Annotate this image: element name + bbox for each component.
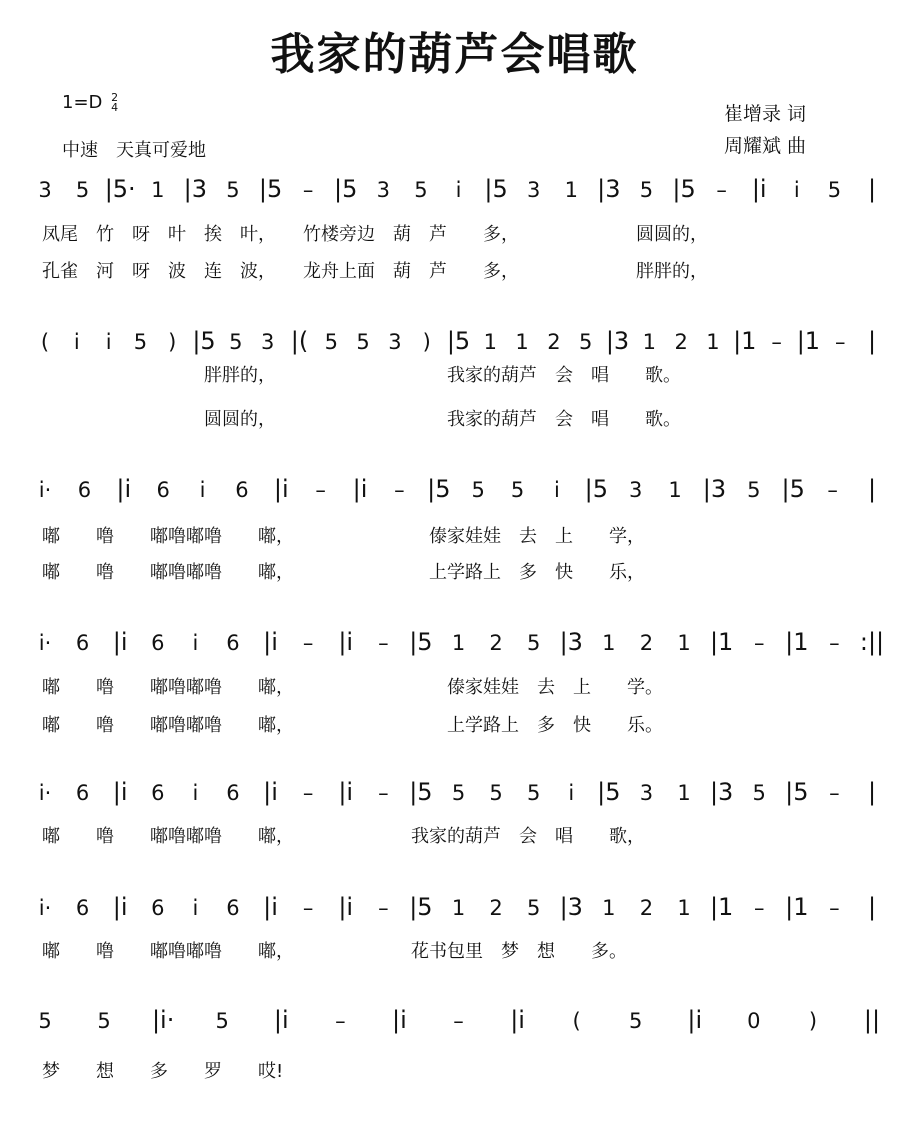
barline: |5 bbox=[258, 175, 283, 203]
barline: |i bbox=[273, 475, 289, 503]
note: i bbox=[192, 896, 199, 920]
barline: |i bbox=[338, 778, 354, 806]
note: 5 bbox=[827, 178, 842, 202]
note: i· bbox=[38, 478, 52, 502]
note: 6 bbox=[226, 781, 240, 805]
note: i bbox=[105, 330, 112, 354]
barline: |5 bbox=[409, 628, 433, 656]
barline: |i bbox=[338, 628, 354, 656]
note: ( bbox=[572, 1009, 581, 1033]
note: 3 bbox=[376, 178, 391, 202]
barline: |1 bbox=[709, 628, 734, 656]
barline: |1 bbox=[796, 327, 821, 355]
note: – bbox=[771, 330, 782, 354]
note: i· bbox=[38, 896, 52, 920]
note: 5 bbox=[526, 631, 541, 655]
note: – bbox=[302, 896, 314, 920]
barline: |5 bbox=[484, 175, 508, 203]
note: 1 bbox=[677, 896, 691, 920]
barline: |3 bbox=[605, 327, 630, 355]
barline: |i bbox=[263, 893, 278, 921]
barline: |1 bbox=[785, 893, 809, 921]
barline: |3 bbox=[702, 475, 727, 503]
note: – bbox=[716, 178, 727, 202]
note: 2 bbox=[489, 896, 503, 920]
barline: |i bbox=[273, 1006, 289, 1034]
note: i· bbox=[38, 631, 52, 655]
barline: |i bbox=[392, 1006, 407, 1034]
barline: |i bbox=[352, 475, 368, 503]
note: 6 bbox=[151, 631, 165, 655]
note: 6 bbox=[151, 896, 165, 920]
note: 3 bbox=[526, 178, 541, 202]
note: 5 bbox=[451, 781, 466, 805]
barline: |i bbox=[112, 628, 128, 656]
tempo-marking: 中速 天真可爱地 bbox=[62, 140, 206, 161]
note: – bbox=[834, 330, 846, 354]
note: – bbox=[829, 631, 840, 655]
note: 0 bbox=[747, 1009, 761, 1033]
note: 1 bbox=[564, 178, 578, 202]
barline: |5 bbox=[672, 175, 696, 203]
note: 5 bbox=[97, 1009, 111, 1033]
note: 2 bbox=[489, 631, 503, 655]
lyric-line: 梦 想 多 罗 哎! bbox=[42, 1061, 284, 1082]
barline: |3 bbox=[559, 628, 583, 656]
note: 6 bbox=[235, 478, 249, 502]
note: – bbox=[394, 478, 405, 502]
barline: || bbox=[863, 1006, 881, 1034]
note: 5 bbox=[414, 178, 428, 202]
barline: |( bbox=[290, 327, 309, 355]
barline: |5 bbox=[785, 778, 809, 806]
time-sig-bottom: 4 bbox=[111, 101, 119, 114]
note: – bbox=[302, 178, 314, 202]
barline: |5· bbox=[104, 175, 136, 203]
note: i bbox=[192, 631, 199, 655]
barline: |3 bbox=[183, 175, 208, 203]
note: – bbox=[829, 781, 840, 805]
key-text: 1=D bbox=[62, 92, 103, 113]
note: 5 bbox=[579, 330, 593, 354]
barline: |1 bbox=[785, 628, 809, 656]
barline: |5 bbox=[409, 893, 433, 921]
note: 5 bbox=[471, 478, 485, 502]
note: ( bbox=[40, 330, 50, 354]
note: 5 bbox=[747, 478, 761, 502]
note: 1 bbox=[642, 330, 657, 354]
note: 2 bbox=[639, 896, 654, 920]
note: 1 bbox=[451, 631, 466, 655]
note: 2 bbox=[674, 330, 688, 354]
note: – bbox=[829, 896, 840, 920]
lyric-line: 胖胖的， 我家的葫芦 会 唱 歌。 bbox=[42, 365, 681, 386]
note: 6 bbox=[151, 781, 165, 805]
note: 3 bbox=[38, 178, 52, 202]
note: 3 bbox=[388, 330, 402, 354]
lyric-line: 嘟 噜 嘟噜嘟噜 嘟， 上学路上 多 快 乐， bbox=[42, 562, 645, 583]
barline: |i bbox=[263, 778, 278, 806]
barline: |i bbox=[263, 628, 278, 656]
note: – bbox=[378, 631, 389, 655]
note: 1 bbox=[151, 178, 165, 202]
song-title: 我家的葫芦会唱歌 bbox=[270, 29, 639, 80]
barline: |5 bbox=[334, 175, 358, 203]
note: 5 bbox=[526, 896, 541, 920]
lyric-line: 孔雀 河 呀 波 连 波， 龙舟上面 葫 芦 多， 胖胖的， bbox=[42, 261, 708, 282]
barline: |1 bbox=[733, 327, 757, 355]
lyricist-credit: 崔增录 词 bbox=[724, 103, 807, 125]
note: 6 bbox=[226, 631, 240, 655]
note: 5 bbox=[639, 178, 654, 202]
note: 5 bbox=[752, 781, 766, 805]
note: – bbox=[827, 478, 838, 502]
note: – bbox=[315, 478, 326, 502]
note: 2 bbox=[547, 330, 561, 354]
note: 1 bbox=[515, 330, 529, 354]
barline: |5 bbox=[427, 475, 451, 503]
note: 5 bbox=[215, 1009, 229, 1033]
barline: |i bbox=[751, 175, 767, 203]
note: i bbox=[568, 781, 575, 805]
barline: |5 bbox=[584, 475, 609, 503]
note: 5 bbox=[526, 781, 541, 805]
note: 6 bbox=[156, 478, 170, 502]
note: – bbox=[335, 1009, 346, 1033]
note: – bbox=[753, 631, 765, 655]
note: – bbox=[453, 1009, 464, 1033]
barline: | bbox=[867, 175, 877, 203]
barline: |3 bbox=[559, 893, 583, 921]
lyric-line: 嘟 噜 嘟噜嘟噜 嘟， 上学路上 多 快 乐。 bbox=[42, 715, 663, 736]
note: 5 bbox=[226, 178, 240, 202]
barline: :|| bbox=[859, 628, 885, 656]
note: i bbox=[73, 330, 80, 354]
note: i bbox=[455, 178, 462, 202]
note: 5 bbox=[489, 781, 503, 805]
barline: |i bbox=[112, 778, 128, 806]
barline: |i bbox=[687, 1006, 703, 1034]
barline: |i· bbox=[151, 1006, 175, 1034]
lyric-line: 圆圆的， 我家的葫芦 会 唱 歌。 bbox=[42, 409, 681, 430]
note: 1 bbox=[483, 330, 497, 354]
barline: |i bbox=[116, 475, 132, 503]
barline: | bbox=[867, 327, 877, 355]
lyric-line: 嘟 噜 嘟噜嘟噜 嘟， 傣家娃娃 去 上 学。 bbox=[42, 677, 663, 698]
note: 1 bbox=[602, 631, 616, 655]
note: 5 bbox=[324, 330, 338, 354]
barline: |5 bbox=[781, 475, 805, 503]
barline: | bbox=[867, 893, 877, 921]
note: – bbox=[753, 896, 765, 920]
barline: |5 bbox=[409, 778, 433, 806]
composer-credit: 周耀斌 曲 bbox=[724, 135, 807, 157]
note: i bbox=[192, 781, 199, 805]
note: 5 bbox=[133, 330, 148, 354]
barline: |3 bbox=[597, 175, 621, 203]
lyric-line: 嘟 噜 嘟噜嘟噜 嘟， 傣家娃娃 去 上 学， bbox=[42, 526, 645, 547]
note: i· bbox=[38, 781, 52, 805]
note: 1 bbox=[668, 478, 682, 502]
barline: |5 bbox=[192, 327, 216, 355]
note: 5 bbox=[629, 1009, 643, 1033]
note: 3 bbox=[260, 330, 275, 354]
lyric-line: 凤尾 竹 呀 叶 挨 叶， 竹楼旁边 葫 芦 多， 圆圆的， bbox=[42, 224, 708, 245]
barline: | bbox=[867, 778, 877, 806]
note: 6 bbox=[75, 781, 90, 805]
note: 1 bbox=[677, 631, 691, 655]
note: 1 bbox=[451, 896, 466, 920]
note: 5 bbox=[356, 330, 370, 354]
note: i bbox=[793, 178, 800, 202]
note: 5 bbox=[38, 1009, 52, 1033]
note: 6 bbox=[75, 631, 90, 655]
barline: | bbox=[867, 475, 877, 503]
lyric-line: 嘟 噜 嘟噜嘟噜 嘟， 花书包里 梦 想 多。 bbox=[42, 941, 627, 962]
note: 1 bbox=[602, 896, 616, 920]
barline: |3 bbox=[709, 778, 734, 806]
note: 3 bbox=[629, 478, 643, 502]
note: 1 bbox=[677, 781, 691, 805]
barline: |i bbox=[510, 1006, 525, 1034]
note: 6 bbox=[75, 896, 90, 920]
note: ) bbox=[168, 330, 177, 354]
note: 6 bbox=[77, 478, 92, 502]
note: – bbox=[378, 896, 389, 920]
note: – bbox=[302, 781, 314, 805]
note: 3 bbox=[639, 781, 654, 805]
note: 6 bbox=[226, 896, 240, 920]
note: 2 bbox=[639, 631, 654, 655]
barline: |5 bbox=[446, 327, 471, 355]
note: ) bbox=[422, 330, 431, 354]
time-sig-top: 2 bbox=[111, 91, 119, 104]
note: 5 bbox=[229, 330, 243, 354]
barline: |i bbox=[112, 893, 128, 921]
lyric-line: 嘟 噜 嘟噜嘟噜 嘟， 我家的葫芦 会 唱 歌， bbox=[42, 826, 645, 847]
note: ) bbox=[808, 1009, 818, 1033]
note: i bbox=[554, 478, 560, 502]
barline: |5 bbox=[597, 778, 621, 806]
note: 5 bbox=[510, 478, 525, 502]
note: 1 bbox=[706, 330, 720, 354]
barline: |1 bbox=[709, 893, 734, 921]
note: – bbox=[302, 631, 314, 655]
note: i bbox=[199, 478, 206, 502]
barline: |i bbox=[338, 893, 354, 921]
note: – bbox=[378, 781, 389, 805]
note: 5 bbox=[75, 178, 90, 202]
